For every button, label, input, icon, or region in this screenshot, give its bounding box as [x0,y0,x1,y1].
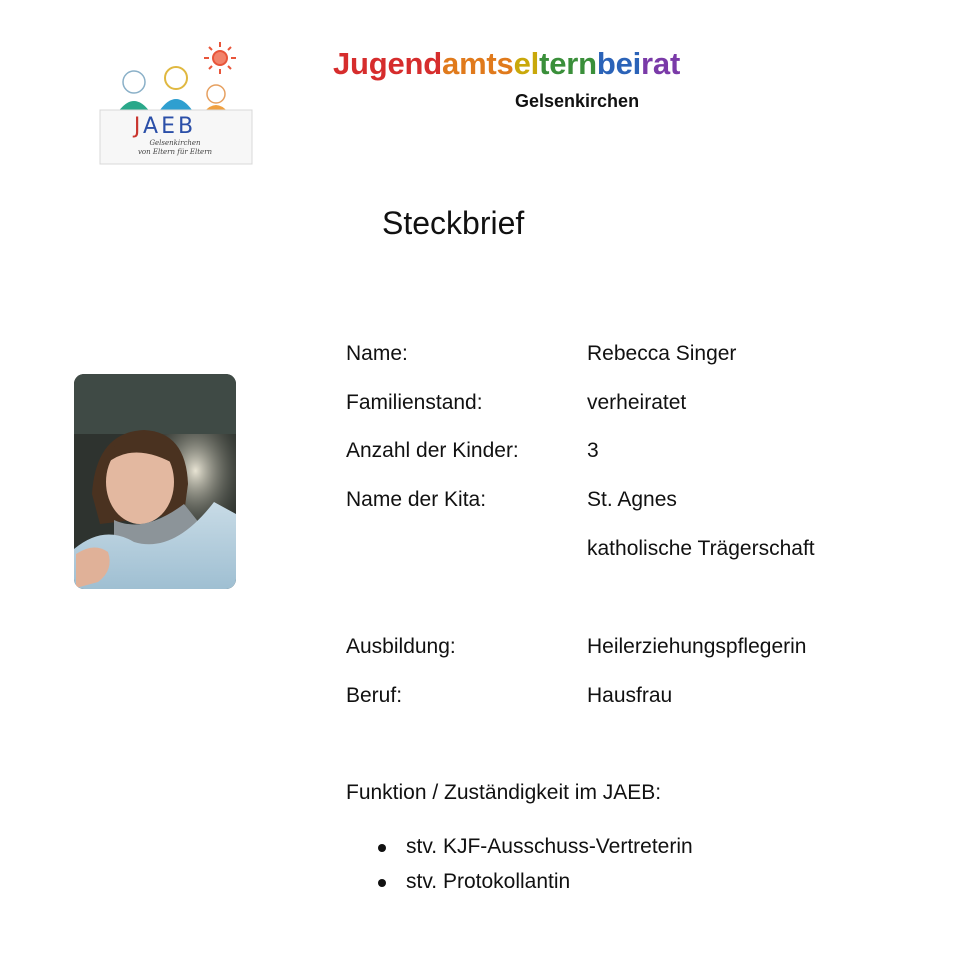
list-item [378,864,693,899]
org-city: Gelsenkirchen [515,91,640,111]
sun-icon [204,42,236,74]
logo-letter-b: B [177,114,197,139]
children-drawing [118,67,228,112]
org-name [333,46,680,82]
list-item [378,829,693,864]
profile-value: St. Agnes [587,488,677,511]
jaeb-logo-drawing [96,38,264,166]
function-item: stv. Protokollantin [406,870,571,893]
profile-label: Familienstand: [346,391,483,414]
profile-label: Ausbildung: [346,635,456,658]
org-name-part: Jugend [333,46,443,81]
profile-label: Name der Kita: [346,488,487,511]
org-name-part: tern [539,46,597,81]
logo-letter-e: E [161,114,178,139]
function-list [378,829,693,899]
profile-label: Anzahl der Kinder: [346,439,519,462]
profile-label: Beruf: [346,684,403,707]
function-heading: Funktion / Zuständigkeit im JAEB: [346,781,662,804]
profile-value: Heilerziehungspflegerin [587,635,807,658]
logo-sub-line2: von Eltern für Eltern [137,148,213,156]
org-name-part: rat [641,46,681,81]
profile-value: Hausfrau [587,684,673,707]
function-item: stv. KJF-Ausschuss-Vertreterin [406,835,693,858]
bullet-icon [378,844,386,852]
org-name-part: bei [596,46,642,81]
portrait-photo [74,374,236,589]
profile-value: verheiratet [587,391,687,414]
org-name-part: amts [442,46,514,81]
jaeb-logo [96,38,264,166]
org-name-part: el [513,46,540,81]
profile-value: katholische Trägerschaft [587,537,815,560]
profile-value: Rebecca Singer [587,342,737,365]
bullet-icon [378,879,386,887]
logo-letter-a: A [143,114,162,139]
portrait-photo-image [74,374,236,589]
profile-label: Name: [346,342,408,365]
page-title: Steckbrief [382,205,525,241]
logo-letter-j: J [133,114,144,139]
logo-sub-line1: Gelsenkirchen [149,139,201,147]
profile-value: 3 [587,439,599,462]
